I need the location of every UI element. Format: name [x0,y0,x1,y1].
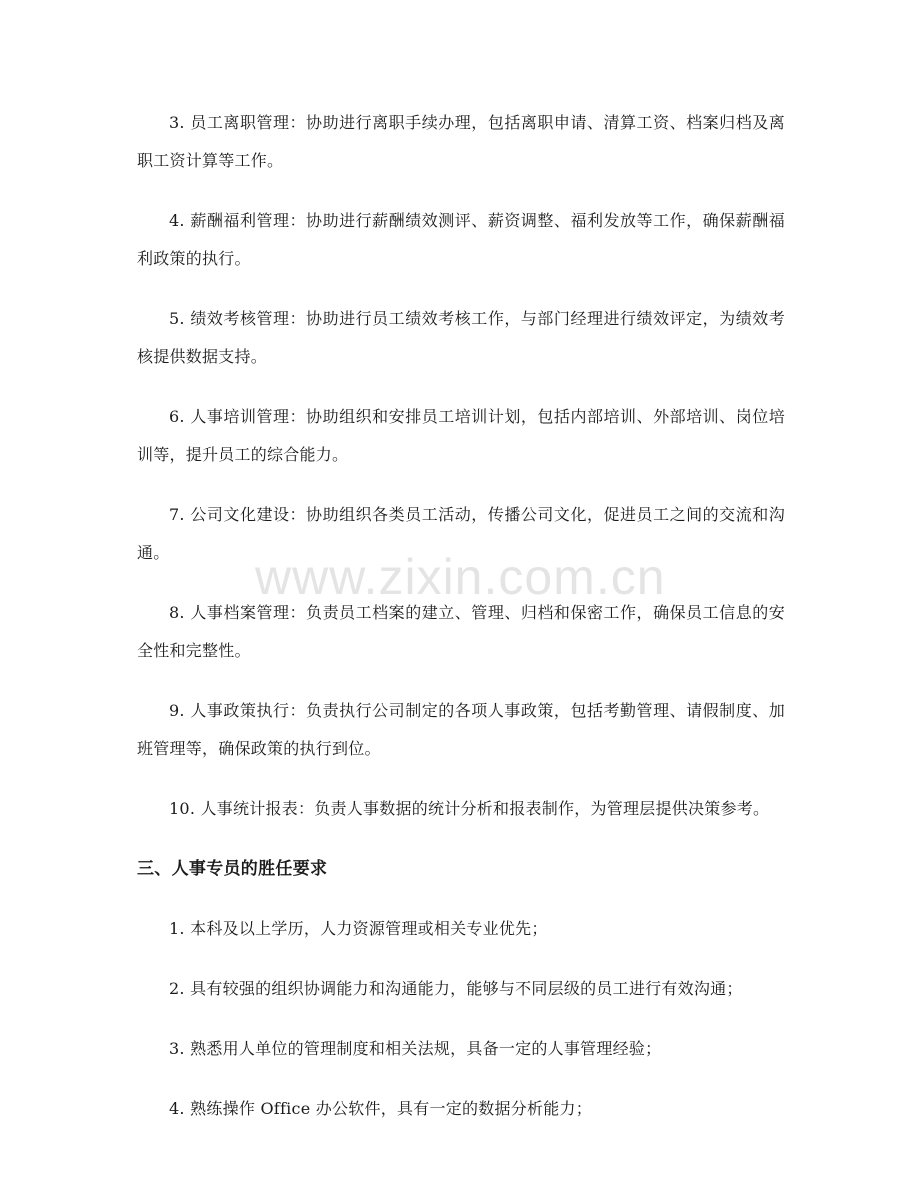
requirement-item-1: 1. 本科及以上学历，人力资源管理或相关专业优先； [169,919,548,938]
duty-item-8: 8. 人事档案管理：负责员工档案的建立、管理、归档和保密工作，确保员工信息的安全性和完整性。 [137,603,785,660]
watermark-text: www.zixin.com.cn [255,549,666,605]
duty-item-4: 4. 薪酬福利管理：协助进行薪酬绩效测评、薪资调整、福利发放等工作，确保薪酬福利政策的执行。 [137,211,785,268]
duty-item-3: 3. 员工离职管理：协助进行离职手续办理，包括离职申请、清算工资、档案归档及离职工资计算等工作。 [137,113,785,170]
requirement-item-3: 3. 熟悉用人单位的管理制度和相关法规，具备一定的人事管理经验； [169,1039,662,1058]
document-body [137,104,785,1150]
duty-item-6: 6. 人事培训管理：协助组织和安排员工培训计划，包括内部培训、外部培训、岗位培训等，提升员工的综合能力。 [137,407,785,464]
requirement-item-4: 4. 熟练操作 Office 办公软件，具有一定的数据分析能力； [169,1099,593,1118]
duty-item-7: 7. 公司文化建设：协助组织各类员工活动，传播公司文化，促进员工之间的交流和沟通。 [137,505,785,562]
duty-item-9: 9. 人事政策执行：负责执行公司制定的各项人事政策，包括考勤管理、请假制度、加班管理等，确保政策的执行到位。 [137,701,785,758]
duty-item-5: 5. 绩效考核管理：协助进行员工绩效考核工作，与部门经理进行绩效评定，为绩效考核提供数据支持。 [137,309,785,366]
requirement-item-2: 2. 具有较强的组织协调能力和沟通能力，能够与不同层级的员工进行有效沟通； [169,979,743,998]
duty-item-10: 10. 人事统计报表：负责人事数据的统计分析和报表制作，为管理层提供决策参考。 [169,799,770,818]
section-heading: 三、人事专员的胜任要求 [137,859,328,879]
